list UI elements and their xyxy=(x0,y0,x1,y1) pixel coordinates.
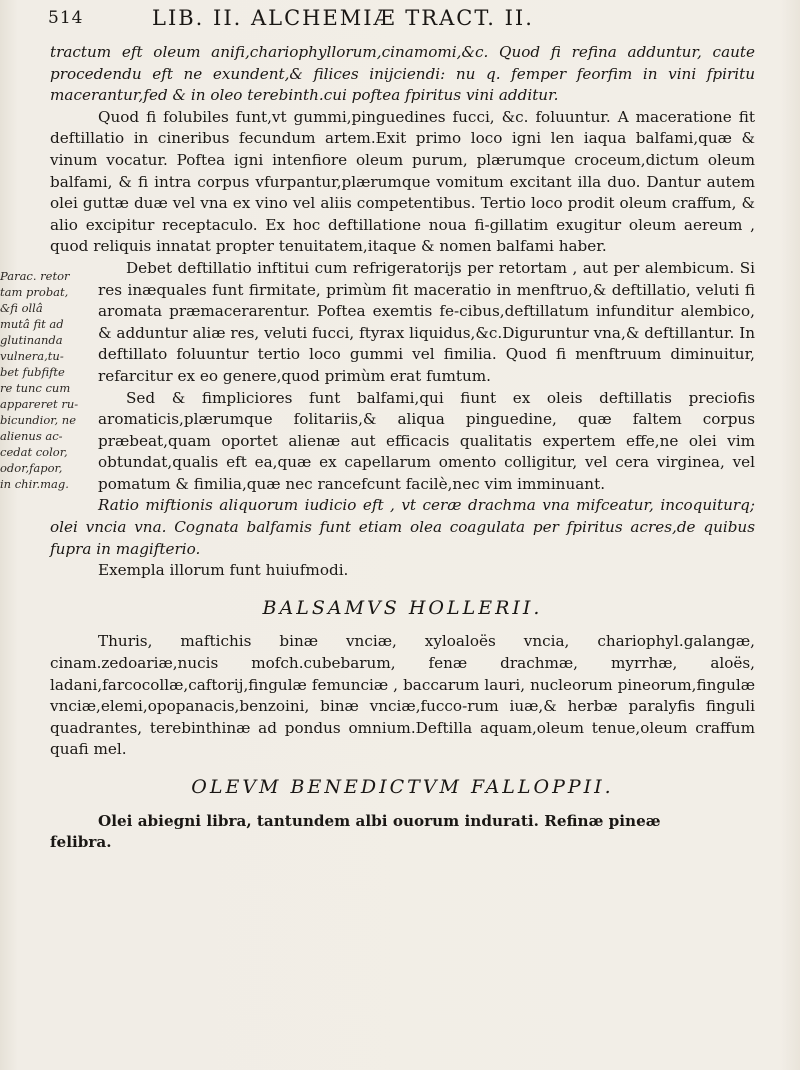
section-heading: BALSAMVS HOLLERII. xyxy=(262,596,543,619)
paragraph: Exempla illorum funt huiufmodi. xyxy=(98,561,349,580)
margin-note-line: bet fubfifte xyxy=(0,365,65,379)
margin-note-line: alienus ac- xyxy=(0,429,63,443)
running-header xyxy=(40,4,740,40)
margin-note-line: appareret ru- xyxy=(0,397,79,411)
paragraph: Ratio miftionis aliquorum iudicio eft , vt ceræ drachma vna mifceatur, incoquiturq; olei vncia vna. Cognata balfamis funt etiam olea coagulata per fpiritus acres,de quibus fupra in magifterio. xyxy=(50,496,755,558)
main-text xyxy=(50,42,755,854)
paragraph: tractum eft oleum anifi,chariophyllorum,cinamomi,&c. Quod fi refina adduntur, caute procedendu eft ne exundent,& filices inijciendi: nu q. femper feorfim in vini fpiritu macerantur,fed & in oleo terebinth.cui poftea fpiritus vini additur. xyxy=(50,43,755,105)
margin-note-line: &fi ollâ xyxy=(0,301,43,315)
section-heading: OLEVM BENEDICTVM FALLOPPII. xyxy=(191,776,614,798)
margin-note-line: Parac. retor xyxy=(0,269,70,283)
running-title: LIB. II. ALCHEMIÆ TRACT. II. xyxy=(152,6,534,30)
paragraph: Quod fi folubiles funt,vt gummi,pinguedines fucci, &c. foluuntur. A maceratione fit deftillatio in cineribus fecundum artem.Exit primo loco igni len iaqua balfami,quæ & vinum vocatur. Poftea igni intenfiore oleum purum, plærumque croceum,dictum oleum balfami, & fi intra corpus vfurpantur,plærumque vomitum excitant illa duo. Dantur autem olei guttæ duæ vel vna ex vino vel aliis competentibus. Tertio loco prodit oleum craffum, & alio excipitur receptaculo. Ex hoc deftillatione noua fi-gillatim exugitur oleum aereum , quod reliquis innatat propter tenuitatem,itaque & nomen balfami haber. xyxy=(50,107,755,256)
margin-note-line: cedat color, xyxy=(0,445,68,459)
margin-note-line: re tunc cum xyxy=(0,381,71,395)
paragraph: Debet deftillatio inftitui cum refrigeratorijs per retortam , aut per alembicum. Si res inæquales funt firmitate, primùm fit maceratio in menftruo,& deftillatio, veluti fi aromata præmacerarentur. Poftea exemtis fe-cibus,deftillatum infunditur alembico, & adduntur aliæ res, veluti fucci, ftyrax liquidus,&c.Diguruntur vna,& deftillantur. In deftillato foluuntur tertio loco gummi vel fimilia. Quod fi menftruum diminuitur, refarcitur ex eo genere,quod primùm erat fumtum. xyxy=(98,258,755,385)
catchword: felibra. xyxy=(50,833,112,852)
margin-note-line: glutinanda xyxy=(0,333,63,347)
margin-note-line: bicundior, ne xyxy=(0,413,77,427)
page-number: 514 xyxy=(48,8,84,28)
recipe-paragraph: Thuris, maftichis binæ vnciæ, xyloaloës vncia, chariophyl.galangæ, cinam.zedoariæ,nucis mofch.cubebarum, fenæ drachmæ, myrrhæ, aloës, ladani,farcocollæ,caftorij,fingulæ femunciæ , baccarum lauri, nucleorum pineorum,fingulæ vnciæ,elemi,opopanacis,benzoini, binæ vnciæ,fucco-rum iuæ,& herbæ paralyfis finguli quadrantes, terebinthinæ ad pondus omnium.Deftilla aquam,oleum tenue,oleum craffum quafi mel. xyxy=(50,632,755,759)
margin-note-line: odor,fapor, xyxy=(0,461,63,475)
margin-note-line: in chir.mag. xyxy=(0,477,69,491)
paragraph: Sed & fimpliciores funt balfami,qui fiunt ex oleis deftillatis preciofis aromaticis,plærumque folitariis,& aliqua pinguedine, quæ faltem corpus præbeat,quam oportet alienæ aut efficacis qualitatis expertem effe,ne olei vim obtundat,qualis eft ea,quæ ex capellarum omento colligitur, vel cera virginea, vel pomatum & fimilia,quæ nec rancefcunt facilè,nec vim imminuant. xyxy=(98,388,755,493)
margin-note-line: vulnera,tu- xyxy=(0,349,64,363)
recipe-paragraph: Olei abiegni libra, tantundem albi ouorum indurati. Refinæ pineæ xyxy=(98,811,661,830)
margin-note-line: tam probat, xyxy=(0,285,69,299)
margin-note-line: mutâ fit ad xyxy=(0,317,64,331)
